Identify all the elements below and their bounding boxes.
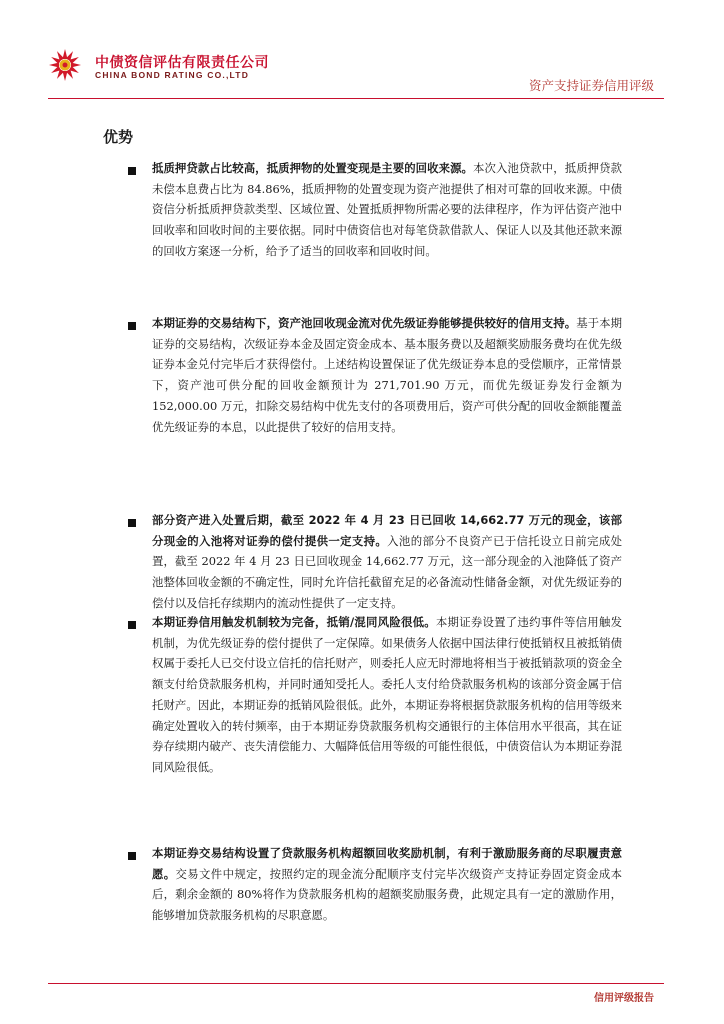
bullet-icon xyxy=(128,852,136,860)
header-divider xyxy=(48,98,664,99)
bullet-icon xyxy=(128,519,136,527)
paragraph-body: 入池的部分不良资产已于信托设立日前完成处置，截至 2022 年 4 月 23 日已回收现金 14,662.77 万元，这一部分现金的入池降低了资产池整体回收金额的不确定性，同时允许信托截留充足的必备流动性储备金额，对优先级证券的偿付以及信托存续期内的流动性提供了一定支持。 xyxy=(152,533,622,610)
advantage-paragraph xyxy=(152,158,622,262)
bullet-icon xyxy=(128,322,136,330)
paragraph-lead: 本期证券交易结构设置了贷款服务机构超额回收奖励机制，有利于激励服务商的尽职履责意愿。 xyxy=(152,846,622,881)
bullet-icon xyxy=(128,621,136,629)
paragraph-lead: 本期证券的交易结构下，资产池回收现金流对优先级证券能够提供较好的信用支持。 xyxy=(152,316,577,330)
paragraph-body: 基于本期证券的交易结构，次级证券本金及固定资金成本、基本服务费以及超额奖励服务费均在优先级证券本金兑付完毕后才获得偿付。上述结构设置保证了优先级证券本息的受偿顺序，正常情景下，资产池可供分配的回收金额预计为 271,701.90 万元，而优先级证券发行金额为 152,000.00 万元，扣除交易结构中优先支付的各项费用后，资产可供分配的回收金额能覆盖优先级证券的本息，以此提供了较好的信用支持。 xyxy=(152,316,622,434)
company-logo-icon xyxy=(48,48,82,82)
advantage-paragraph xyxy=(152,510,622,614)
report-type-label: 资产支持证券信用评级 xyxy=(528,78,654,93)
paragraph-body: 本次入池贷款中，抵质押贷款未偿本息费占比为 84.86%，抵质押物的处置变现为资产池提供了相对可靠的回收来源。中债资信分析抵质押贷款类型、区域位置、处置抵质押物所需必要的法律程序，作为评估资产池中回收率和回收时间的主要依据。同时中债资信也对每笔贷款借款人、保证人以及其他还款来源的回收方案逐一分析，给予了适当的回收率和回收时间。 xyxy=(152,161,622,258)
company-name-en: CHINA BOND RATING CO.,LTD xyxy=(95,70,250,80)
company-name-cn: 中债资信评估有限责任公司 xyxy=(95,55,269,71)
paragraph-lead: 抵质押贷款占比较高，抵质押物的处置变现是主要的回收来源。 xyxy=(152,161,474,175)
advantage-paragraph xyxy=(152,313,622,437)
paragraph-lead: 本期证券信用触发机制较为完备，抵销/混同风险很低。 xyxy=(152,615,436,629)
footer-divider xyxy=(48,983,664,984)
footer-label: 信用评级报告 xyxy=(594,993,654,1004)
bullet-icon xyxy=(128,167,136,175)
advantage-paragraph xyxy=(152,612,622,778)
paragraph-body: 交易文件中规定，按照约定的现金流分配顺序支付完毕次级资产支持证券固定资金成本后，剩余金额的 80%将作为贷款服务机构的超额奖励服务费，此规定具有一定的激励作用，能够增加贷款服务机构的尽职意愿。 xyxy=(152,866,622,923)
paragraph-lead: 部分资产进入处置后期，截至 2022 年 4 月 23 日已回收 14,662.77 万元的现金，该部分现金的入池将对证券的偿付提供一定支持。 xyxy=(152,513,622,548)
advantage-paragraph xyxy=(152,843,622,926)
section-title: 优势 xyxy=(103,128,134,146)
paragraph-body: 本期证券设置了违约事件等信用触发机制，为优先级证券的偿付提供了一定保障。如果债务人依据中国法律行使抵销权且被抵销债权属于委托人已交付设立信托的信托财产，则委托人应无时滞地将相当于被抵销款项的资金全额支付给贷款服务机构，并同时通知受托人。委托人支付给贷款服务机构的该部分资金属于信托财产。因此，本期证券的抵销风险很低。此外，本期证券将根据贷款服务机构的信用等级来确定处置收入的转付频率，由于本期证券贷款服务机构交通银行的主体信用水平很高，其在证券存续期内破产、丧失清偿能力、大幅降低信用等级的可能性很低，中债资信认为本期证券混同风险很低。 xyxy=(152,615,622,774)
